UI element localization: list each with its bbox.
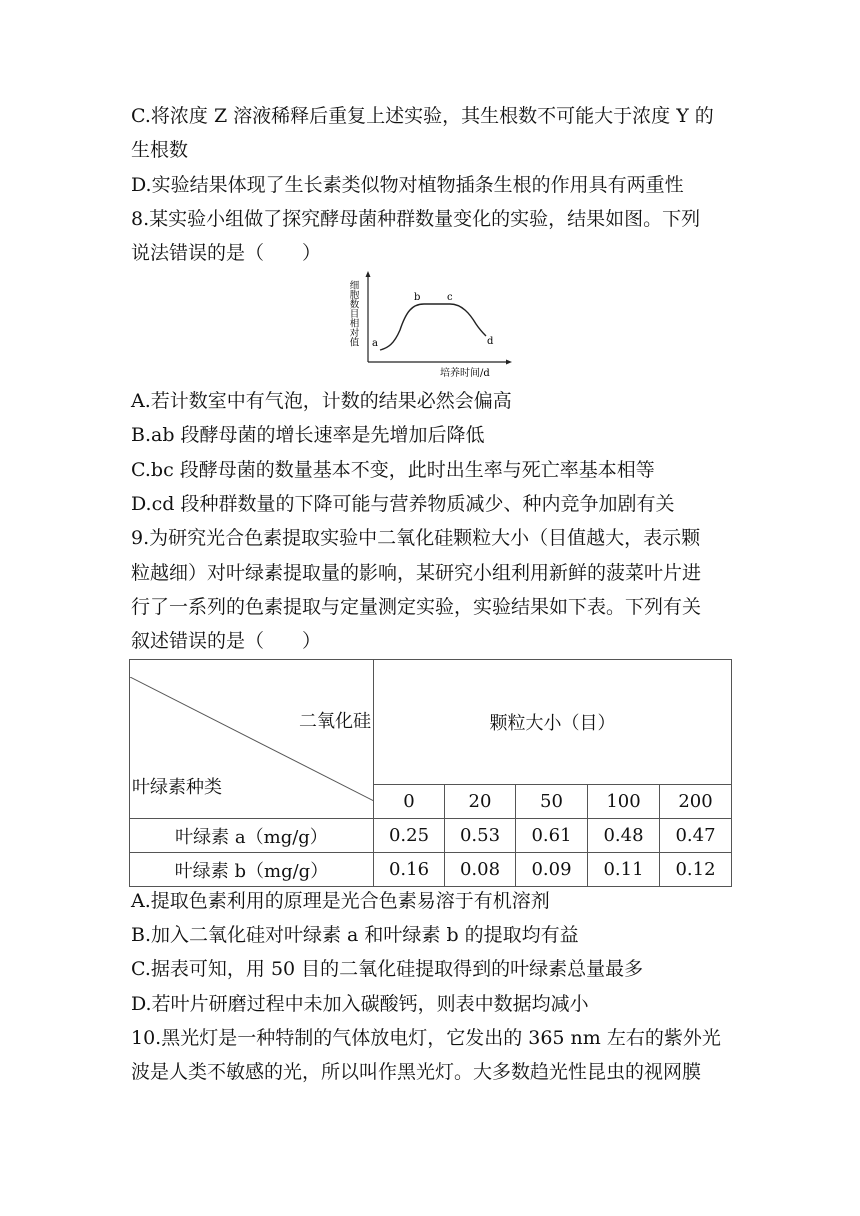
table-cell: 0.61 [516,819,588,853]
yeast-growth-figure [336,268,516,380]
column-header: 0 [374,785,445,819]
table-row [130,853,732,887]
table-corner-cell [130,660,374,819]
question-9-line4: 叙述错误的是（ ） [131,630,322,652]
table-row [130,819,732,853]
option-7d: D.实验结果体现了生长素类似物对植物插条生根的作用具有两重性 [131,174,684,196]
question-8-line2: 说法错误的是（ ） [131,242,322,264]
row-label: 叶绿素 b（mg/g） [130,853,374,887]
option-8d: D.cd 段种群数量的下降可能与营养物质减少、种内竞争加剧有关 [131,493,675,515]
chlorophyll-table [129,659,732,887]
column-header: 200 [660,785,732,819]
population-curve [380,304,486,350]
question-8-line1: 8.某实验小组做了探究酵母菌种群数量变化的实验，结果如图。下列 [131,208,701,230]
column-header: 100 [588,785,660,819]
option-8b: B.ab 段酵母菌的增长速率是先增加后降低 [131,424,485,446]
point-label-a: a [372,338,378,349]
option-9d: D.若叶片研磨过程中未加入碳酸钙，则表中数据均减小 [131,993,589,1015]
question-10-line1: 10.黑光灯是一种特制的气体放电灯，它发出的 365 nm 左右的紫外光 [131,1027,721,1049]
y-axis-label: 细胞数目相对值 [347,280,359,347]
option-8a: A.若计数室中有气泡，计数的结果必然会偏高 [131,390,512,412]
option-9b: B.加入二氧化硅对叶绿素 a 和叶绿素 b 的提取均有益 [131,924,579,946]
x-axis-arrow [506,360,512,365]
table-cell: 0.53 [445,819,516,853]
table-cell: 0.08 [445,853,516,887]
corner-label-silica: 二氧化硅 [299,711,371,732]
option-9c: C.据表可知，用 50 目的二氧化硅提取得到的叶绿素总量最多 [131,958,644,980]
option-9a: A.提取色素利用的原理是光合色素易溶于有机溶剂 [131,890,550,912]
group-header-particle-size: 颗粒大小（目） [374,660,732,785]
corner-label-chlorophyll-type: 叶绿素种类 [132,777,222,798]
question-10-line2: 波是人类不敏感的光，所以叫作黑光灯。大多数趋光性昆虫的视网膜 [131,1061,702,1083]
y-axis-arrow [366,271,371,277]
option-7c-line2: 生根数 [131,139,189,161]
point-label-b: b [414,292,421,303]
point-label-d: d [487,336,494,347]
question-9-line3: 行了一系列的色素提取与定量测定实验，实验结果如下表。下列有关 [131,596,702,618]
column-header: 50 [516,785,588,819]
table-cell: 0.47 [660,819,732,853]
question-9-line1: 9.为研究光合色素提取实验中二氧化硅颗粒大小（目值越大，表示颗 [131,527,701,549]
table-cell: 0.12 [660,853,732,887]
row-label: 叶绿素 a（mg/g） [130,819,374,853]
option-8c: C.bc 段酵母菌的数量基本不变，此时出生率与死亡率基本相等 [131,459,655,481]
table-cell: 0.48 [588,819,660,853]
column-header: 20 [445,785,516,819]
option-7c-line1: C.将浓度 Z 溶液稀释后重复上述实验，其生根数不可能大于浓度 Y 的 [131,105,714,127]
point-label-c: c [447,292,453,303]
question-9-line2: 粒越细）对叶绿素提取量的影响，某研究小组利用新鲜的菠菜叶片进 [131,562,702,584]
x-axis-label: 培养时间/d [440,368,490,379]
table-cell: 0.25 [374,819,445,853]
table-cell: 0.16 [374,853,445,887]
table-cell: 0.11 [588,853,660,887]
table-cell: 0.09 [516,853,588,887]
